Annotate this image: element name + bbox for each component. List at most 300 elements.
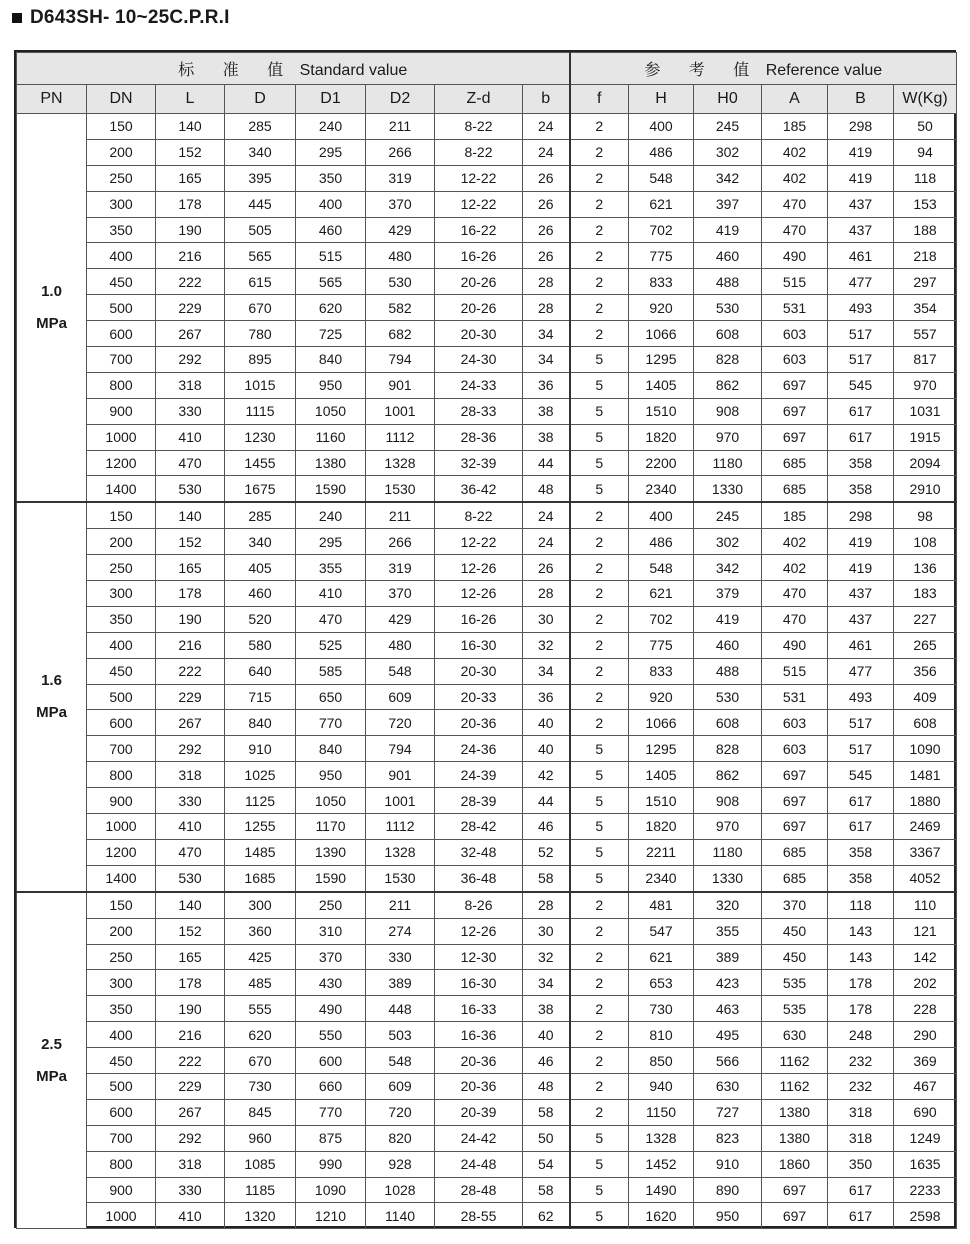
table-cell: 285 [225, 502, 296, 528]
table-cell: 228 [894, 996, 957, 1022]
table-cell: 200 [87, 918, 156, 944]
table-cell: 143 [828, 944, 894, 970]
table-cell: 330 [156, 1177, 225, 1203]
table-cell: 1380 [762, 1125, 828, 1151]
table-cell: 1090 [296, 1177, 366, 1203]
table-row [17, 762, 957, 788]
table-cell: 530 [694, 295, 762, 321]
pn-unit: MPa [36, 704, 67, 722]
table-cell: 110 [894, 892, 957, 918]
table-cell: 603 [762, 736, 828, 762]
table-cell: 302 [694, 529, 762, 555]
table-cell: 410 [156, 424, 225, 450]
table-cell: 320 [694, 892, 762, 918]
table-cell: 437 [828, 581, 894, 607]
table-cell: 548 [629, 165, 694, 191]
table-cell: 463 [694, 996, 762, 1022]
table-cell: 20-36 [435, 1073, 523, 1099]
table-row [17, 321, 957, 347]
table-cell: 36-42 [435, 476, 523, 502]
table-cell: 24-42 [435, 1125, 523, 1151]
table-cell: 5 [570, 398, 629, 424]
table-cell: 429 [366, 606, 435, 632]
table-cell: 530 [156, 476, 225, 502]
table-cell: 794 [366, 347, 435, 373]
table-cell: 36 [523, 684, 570, 710]
table-cell: 697 [762, 398, 828, 424]
table-cell: 20-39 [435, 1099, 523, 1125]
table-cell: 34 [523, 347, 570, 373]
table-cell: 188 [894, 217, 957, 243]
table-cell: 621 [629, 191, 694, 217]
table-cell: 430 [296, 970, 366, 996]
table-cell: 1150 [629, 1099, 694, 1125]
table-cell: 1160 [296, 424, 366, 450]
table-cell: 535 [762, 996, 828, 1022]
table-cell: 697 [762, 424, 828, 450]
table-cell: 517 [828, 321, 894, 347]
table-cell: 530 [156, 865, 225, 891]
table-row [17, 139, 957, 165]
table-cell: 350 [87, 217, 156, 243]
table-cell: 140 [156, 114, 225, 140]
table-cell: 48 [523, 1073, 570, 1099]
table-cell: 20-26 [435, 295, 523, 321]
table-cell: 5 [570, 347, 629, 373]
table-row [17, 529, 957, 555]
table-cell: 50 [894, 114, 957, 140]
table-cell: 24-33 [435, 372, 523, 398]
table-cell: 702 [629, 606, 694, 632]
table-cell: 118 [828, 892, 894, 918]
table-row [17, 710, 957, 736]
table-cell: 600 [87, 1099, 156, 1125]
table-cell: 530 [366, 269, 435, 295]
table-cell: 295 [296, 139, 366, 165]
table-row [17, 892, 957, 918]
table-cell: 990 [296, 1151, 366, 1177]
table-row [17, 1073, 957, 1099]
table-cell: 470 [762, 191, 828, 217]
table-cell: 2211 [629, 839, 694, 865]
table-cell: 617 [828, 1177, 894, 1203]
table-cell: 600 [296, 1048, 366, 1074]
table-cell: 620 [296, 295, 366, 321]
table-cell: 450 [762, 944, 828, 970]
table-cell: 183 [894, 581, 957, 607]
table-cell: 1140 [366, 1203, 435, 1229]
table-cell: 630 [694, 1073, 762, 1099]
table-cell: 16-22 [435, 217, 523, 243]
table-cell: 2 [570, 269, 629, 295]
table-cell: 450 [87, 658, 156, 684]
table-cell: 50 [523, 1125, 570, 1151]
table-cell: 1400 [87, 865, 156, 891]
table-cell: 42 [523, 762, 570, 788]
square-bullet-icon [12, 13, 22, 23]
table-cell: 150 [87, 892, 156, 918]
table-cell: 840 [225, 710, 296, 736]
table-cell: 460 [694, 632, 762, 658]
table-cell: 488 [694, 269, 762, 295]
table-cell: 410 [156, 814, 225, 840]
table-cell: 828 [694, 736, 762, 762]
table-cell: 227 [894, 606, 957, 632]
table-cell: 152 [156, 918, 225, 944]
table-cell: 800 [87, 762, 156, 788]
table-cell: 2233 [894, 1177, 957, 1203]
table-cell: 1200 [87, 450, 156, 476]
table-cell: 178 [156, 581, 225, 607]
table-cell: 423 [694, 970, 762, 996]
table-cell: 12-22 [435, 191, 523, 217]
table-cell: 730 [225, 1073, 296, 1099]
table-cell: 609 [366, 684, 435, 710]
table-cell: 150 [87, 502, 156, 528]
table-cell: 617 [828, 424, 894, 450]
table-cell: 36 [523, 372, 570, 398]
table-cell: 267 [156, 321, 225, 347]
table-cell: 727 [694, 1099, 762, 1125]
table-cell: 1455 [225, 450, 296, 476]
table-cell: 330 [156, 398, 225, 424]
table-cell: 402 [762, 165, 828, 191]
table-row [17, 243, 957, 269]
table-cell: 920 [629, 684, 694, 710]
table-cell: 20-26 [435, 269, 523, 295]
table-cell: 950 [296, 372, 366, 398]
table-cell: 895 [225, 347, 296, 373]
table-cell: 608 [894, 710, 957, 736]
table-cell: 580 [225, 632, 296, 658]
table-cell: 140 [156, 502, 225, 528]
table-cell: 358 [828, 450, 894, 476]
table-cell: 419 [828, 555, 894, 581]
table-cell: 38 [523, 424, 570, 450]
table-cell: 2 [570, 165, 629, 191]
table-cell: 1590 [296, 865, 366, 891]
table-cell: 460 [694, 243, 762, 269]
table-cell: 550 [296, 1022, 366, 1048]
table-cell: 517 [828, 736, 894, 762]
table-cell: 2 [570, 1048, 629, 1074]
table-cell: 2 [570, 191, 629, 217]
table-cell: 833 [629, 658, 694, 684]
table-cell: 250 [87, 555, 156, 581]
table-cell: 2 [570, 1022, 629, 1048]
table-cell: 697 [762, 762, 828, 788]
table-cell: 800 [87, 1151, 156, 1177]
table-cell: 298 [828, 114, 894, 140]
table-cell: 211 [366, 114, 435, 140]
table-cell: 16-30 [435, 632, 523, 658]
table-cell: 2 [570, 114, 629, 140]
table-cell: 908 [694, 788, 762, 814]
table-cell: 36-48 [435, 865, 523, 891]
table-row [17, 217, 957, 243]
table-cell: 370 [296, 944, 366, 970]
table-cell: 248 [828, 1022, 894, 1048]
table-cell: 402 [762, 529, 828, 555]
column-header: A [762, 85, 828, 114]
table-cell: 24-48 [435, 1151, 523, 1177]
table-cell: 20-36 [435, 710, 523, 736]
table-cell: 461 [828, 632, 894, 658]
table-cell: 350 [87, 996, 156, 1022]
table-cell: 490 [762, 632, 828, 658]
table-cell: 470 [156, 839, 225, 865]
table-row [17, 736, 957, 762]
table-cell: 445 [225, 191, 296, 217]
column-header: B [828, 85, 894, 114]
table-cell: 1249 [894, 1125, 957, 1151]
table-row [17, 114, 957, 140]
table-cell: 1000 [87, 814, 156, 840]
table-cell: 165 [156, 165, 225, 191]
table-cell: 16-26 [435, 243, 523, 269]
table-cell: 266 [366, 529, 435, 555]
column-header: H0 [694, 85, 762, 114]
table-cell: 318 [156, 762, 225, 788]
table-cell: 2094 [894, 450, 957, 476]
table-cell: 486 [629, 529, 694, 555]
table-cell: 2 [570, 684, 629, 710]
table-cell: 490 [762, 243, 828, 269]
table-cell: 1255 [225, 814, 296, 840]
table-cell: 470 [156, 450, 225, 476]
table-cell: 32 [523, 944, 570, 970]
table-cell: 900 [87, 788, 156, 814]
table-cell: 245 [694, 502, 762, 528]
table-cell: 495 [694, 1022, 762, 1048]
table-cell: 229 [156, 684, 225, 710]
table-cell: 862 [694, 762, 762, 788]
table-cell: 350 [87, 606, 156, 632]
table-cell: 770 [296, 1099, 366, 1125]
table-cell: 340 [225, 529, 296, 555]
table-cell: 297 [894, 269, 957, 295]
table-cell: 54 [523, 1151, 570, 1177]
table-row [17, 658, 957, 684]
table-cell: 16-36 [435, 1022, 523, 1048]
table-cell: 370 [366, 191, 435, 217]
table-row [17, 918, 957, 944]
table-cell: 1210 [296, 1203, 366, 1229]
table-cell: 780 [225, 321, 296, 347]
table-cell: 2 [570, 918, 629, 944]
table-cell: 600 [87, 710, 156, 736]
table-cell: 300 [87, 581, 156, 607]
group-header-reference: 参 考 值 Reference value [570, 53, 957, 85]
table-cell: 608 [694, 710, 762, 736]
table-cell: 178 [156, 191, 225, 217]
table-cell: 379 [694, 581, 762, 607]
table-cell: 5 [570, 476, 629, 502]
table-cell: 12-22 [435, 165, 523, 191]
table-cell: 617 [828, 788, 894, 814]
table-cell: 410 [156, 1203, 225, 1229]
table-cell: 222 [156, 658, 225, 684]
table-cell: 908 [694, 398, 762, 424]
table-cell: 8-22 [435, 114, 523, 140]
table-row [17, 606, 957, 632]
table-cell: 1860 [762, 1151, 828, 1177]
table-cell: 48 [523, 476, 570, 502]
table-cell: 1295 [629, 347, 694, 373]
table-cell: 548 [366, 658, 435, 684]
table-cell: 330 [156, 788, 225, 814]
table-cell: 2 [570, 139, 629, 165]
table-cell: 653 [629, 970, 694, 996]
table-cell: 833 [629, 269, 694, 295]
table-cell: 603 [762, 710, 828, 736]
column-header: b [523, 85, 570, 114]
table-row [17, 1022, 957, 1048]
table-cell: 5 [570, 865, 629, 891]
table-cell: 121 [894, 918, 957, 944]
table-row [17, 1125, 957, 1151]
table-cell: 910 [694, 1151, 762, 1177]
table-row [17, 398, 957, 424]
table-cell: 410 [296, 581, 366, 607]
table-cell: 840 [296, 736, 366, 762]
table-cell: 2 [570, 217, 629, 243]
table-cell: 1405 [629, 372, 694, 398]
table-cell: 355 [694, 918, 762, 944]
table-row [17, 191, 957, 217]
table-cell: 5 [570, 762, 629, 788]
table-cell: 20-33 [435, 684, 523, 710]
table-cell: 685 [762, 450, 828, 476]
table-cell: 274 [366, 918, 435, 944]
table-cell: 480 [366, 243, 435, 269]
table-cell: 480 [366, 632, 435, 658]
table-cell: 2 [570, 1099, 629, 1125]
table-cell: 28 [523, 269, 570, 295]
table-cell: 775 [629, 632, 694, 658]
table-cell: 477 [828, 658, 894, 684]
table-row [17, 372, 957, 398]
table-cell: 330 [366, 944, 435, 970]
column-header: W(Kg) [894, 85, 957, 114]
table-cell: 265 [894, 632, 957, 658]
table-cell: 358 [828, 839, 894, 865]
table-cell: 185 [762, 502, 828, 528]
table-cell: 700 [87, 347, 156, 373]
table-cell: 44 [523, 788, 570, 814]
table-cell: 901 [366, 762, 435, 788]
table-cell: 670 [225, 295, 296, 321]
table-cell: 350 [828, 1151, 894, 1177]
table-cell: 500 [87, 684, 156, 710]
table-cell: 232 [828, 1048, 894, 1074]
table-cell: 697 [762, 1177, 828, 1203]
pn-value: 1.0 [41, 282, 62, 300]
table-cell: 515 [762, 658, 828, 684]
table-cell: 24 [523, 139, 570, 165]
table-cell: 910 [225, 736, 296, 762]
table-cell: 24-30 [435, 347, 523, 373]
table-cell: 901 [366, 372, 435, 398]
table-cell: 520 [225, 606, 296, 632]
table-cell: 515 [762, 269, 828, 295]
table-cell: 292 [156, 736, 225, 762]
table-cell: 557 [894, 321, 957, 347]
table-cell: 460 [296, 217, 366, 243]
column-header: DN [87, 85, 156, 114]
table-row [17, 1151, 957, 1177]
table-cell: 500 [87, 295, 156, 321]
table-cell: 216 [156, 632, 225, 658]
table-cell: 1112 [366, 814, 435, 840]
table-cell: 800 [87, 372, 156, 398]
table-cell: 292 [156, 347, 225, 373]
table-cell: 1328 [366, 839, 435, 865]
table-cell: 603 [762, 347, 828, 373]
table-cell: 402 [762, 555, 828, 581]
table-cell: 370 [762, 892, 828, 918]
table-cell: 1330 [694, 865, 762, 891]
table-cell: 28-55 [435, 1203, 523, 1229]
table-cell: 5 [570, 424, 629, 450]
table-cell: 940 [629, 1073, 694, 1099]
table-cell: 720 [366, 710, 435, 736]
table-cell: 770 [296, 710, 366, 736]
table-cell: 1685 [225, 865, 296, 891]
table-cell: 1050 [296, 398, 366, 424]
table-cell: 545 [828, 372, 894, 398]
table-cell: 5 [570, 1151, 629, 1177]
table-cell: 229 [156, 1073, 225, 1099]
table-cell: 342 [694, 165, 762, 191]
pn-cell [17, 502, 87, 891]
column-header: f [570, 85, 629, 114]
table-cell: 775 [629, 243, 694, 269]
table-cell: 136 [894, 555, 957, 581]
column-header: D [225, 85, 296, 114]
table-cell: 32-39 [435, 450, 523, 476]
table-cell: 1185 [225, 1177, 296, 1203]
table-cell: 200 [87, 529, 156, 555]
table-cell: 250 [296, 892, 366, 918]
table-cell: 437 [828, 191, 894, 217]
table-cell: 1880 [894, 788, 957, 814]
document-title [12, 6, 230, 30]
table-cell: 292 [156, 1125, 225, 1151]
table-cell: 250 [87, 944, 156, 970]
table-cell: 2 [570, 243, 629, 269]
table-cell: 342 [694, 555, 762, 581]
table-cell: 108 [894, 529, 957, 555]
table-cell: 216 [156, 1022, 225, 1048]
table-cell: 1180 [694, 450, 762, 476]
table-cell: 609 [366, 1073, 435, 1099]
table-cell: 34 [523, 970, 570, 996]
table-cell: 1050 [296, 788, 366, 814]
table-cell: 140 [156, 892, 225, 918]
table-cell: 950 [296, 762, 366, 788]
table-cell: 2200 [629, 450, 694, 476]
table-cell: 547 [629, 918, 694, 944]
table-cell: 395 [225, 165, 296, 191]
table-cell: 500 [87, 1073, 156, 1099]
table-cell: 222 [156, 269, 225, 295]
table-cell: 1125 [225, 788, 296, 814]
table-cell: 46 [523, 814, 570, 840]
table-cell: 32 [523, 632, 570, 658]
table-cell: 300 [87, 970, 156, 996]
table-cell: 720 [366, 1099, 435, 1125]
